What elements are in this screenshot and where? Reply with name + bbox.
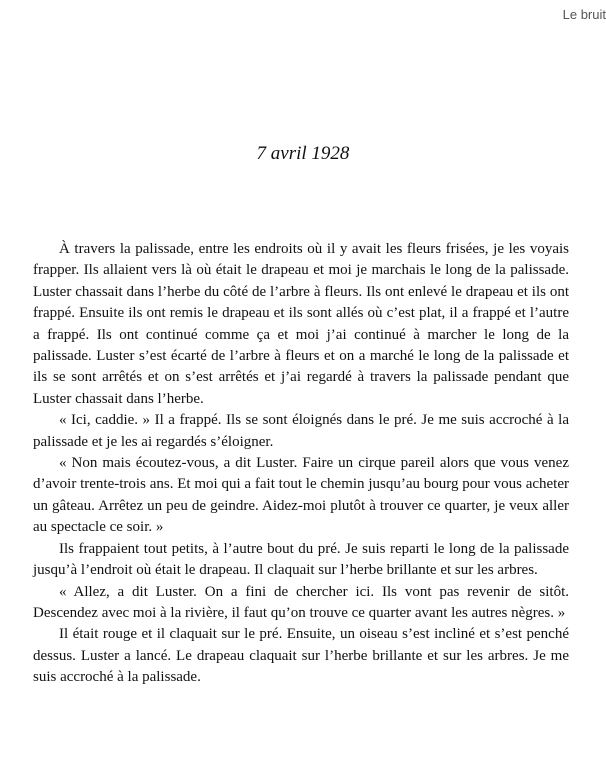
paragraph: « Non mais écoutez-vous, a dit Luster. Faire un cirque pareil alors que vous venez d’avoir trente-trois ans. Et moi qui a fait tout le chemin jusqu’au bourg pour vous acheter un gâteau. Arrêtez un peu de geindre. Aidez-moi plutôt à trouver ce quarter, je veux aller au spectacle ce soir. »: [33, 455, 569, 536]
running-header: Le bruit: [562, 7, 606, 22]
paragraph: Il était rouge et il claquait sur le pré. Ensuite, un oiseau s’est incliné et s’est penché dessus. Luster a lancé. Le drapeau claquait sur l’herbe brillante et sur les arbres. Je me suis accroché à la palissade.: [33, 626, 569, 686]
body-text: [33, 239, 569, 689]
paragraph: Ils frappaient tout petits, à l’autre bout du pré. Je suis reparti le long de la palissade jusqu’à l’endroit où était le drapeau. Il claquait sur l’herbe brillante et sur les arbres.: [33, 540, 569, 579]
paragraph: « Ici, caddie. » Il a frappé. Ils se sont éloignés dans le pré. Je me suis accroché à la palissade et je les ai regardés s’éloigner.: [33, 412, 569, 450]
paragraph: « Allez, a dit Luster. On a fini de chercher ici. Ils vont pas revenir de sitôt. Descendez avec moi à la rivière, il faut qu’on trouve ce quarter avant les autres nègres. »: [33, 583, 569, 621]
paragraph: À travers la palissade, entre les endroits où il y avait les fleurs frisées, je les voyais frapper. Ils allaient vers là où était le drapeau et moi je marchais le long de la palissade. Luster chassait dans l’herbe du côté de l’arbre à fleurs. Ils ont enlevé le drapeau et ils ont frappé. Ensuite ils ont remis le drapeau et ils sont allés où c’est plat, il a frappé et l’autre a frappé. Ils ont continué comme ça et moi j’ai continué à marcher le long de la palissade. Luster s’est écarté de l’arbre à fleurs et on a marché le long de la palissade et ils se sont arrêtés et on s’est arrêtés et j’ai regardé à travers la palissade pendant que Luster chassait dans l’herbe.: [33, 241, 569, 407]
chapter-date: 7 avril 1928: [256, 143, 350, 164]
